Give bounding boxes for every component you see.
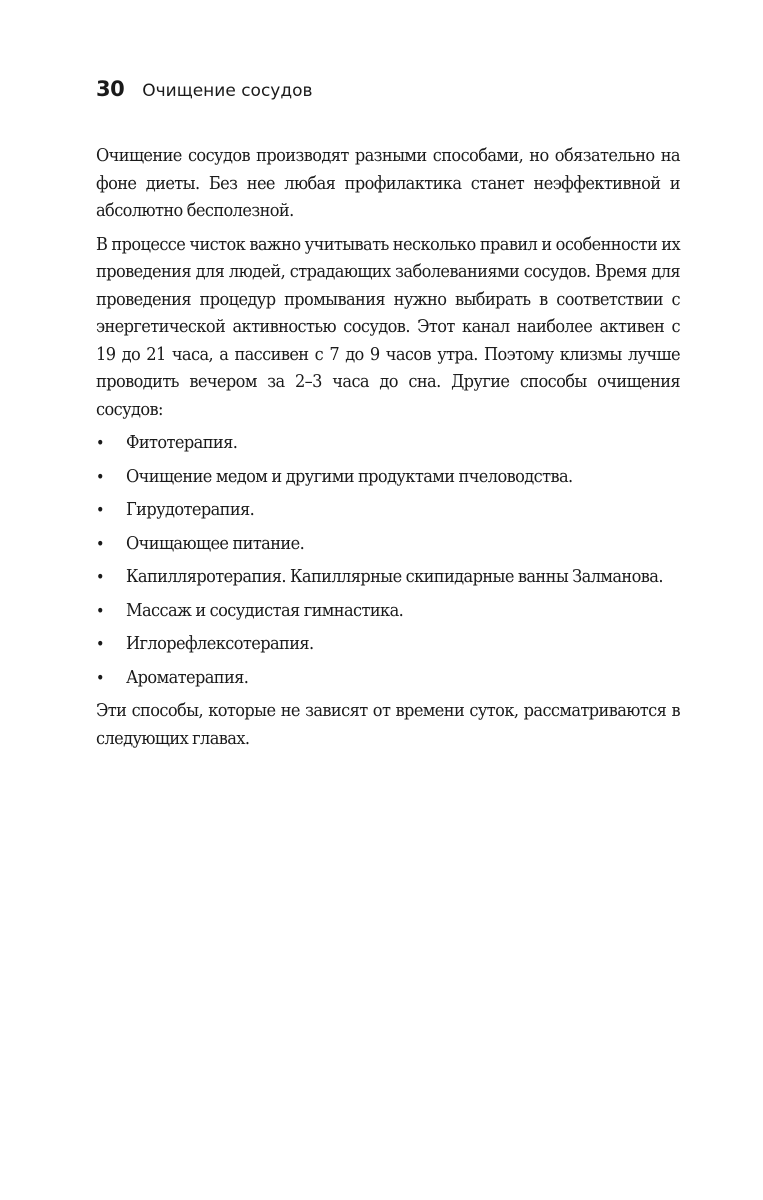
bullet-icon: • (96, 667, 104, 687)
list-item (96, 597, 680, 625)
list-item-text: Капилляротерапия. Капиллярные скипидарные ванны Залманова. (126, 566, 663, 587)
methods-list (96, 429, 680, 691)
list-item (96, 496, 680, 524)
bullet-icon: • (96, 433, 104, 452)
list-item (96, 563, 680, 591)
body-paragraph: В процессе чисток важно учитывать несколько правил и особенности их проведения для людей, страдающих заболеваниями сосудов. Время для проведения процедур промывания нужно выбирать в соответствии с энергетической активностью сосудов. Этот канал наиболее активен с 19 до 21 часа, а пассивен с 7 до 9 часов утра. Поэтому клизмы лучше проводить вечером за 2–3 часа до сна. Другие способы очищения сосудов: (96, 233, 680, 420)
list-item (96, 429, 680, 457)
bullet-icon: • (96, 500, 104, 519)
bullet-icon: • (96, 634, 104, 653)
running-title: Очищение сосудов (142, 81, 313, 101)
bullet-icon: • (96, 600, 104, 620)
list-item (96, 463, 680, 491)
list-item (96, 630, 680, 658)
bullet-icon: • (96, 533, 104, 553)
list-item (96, 664, 680, 692)
list-item-text: Массаж и сосудистая гимнастика. (126, 599, 404, 621)
page-body (96, 142, 680, 758)
body-paragraph: Эти способы, которые не зависят от времени суток, рассматриваются в следующих главах. (96, 700, 680, 749)
list-item-text: Иглорефлексотерапия. (126, 633, 314, 654)
bullet-icon: • (96, 567, 104, 586)
list-item (96, 530, 680, 558)
list-item-text: Гирудотерапия. (126, 499, 255, 520)
page-number: 30 (96, 77, 125, 101)
bullet-icon: • (96, 466, 104, 486)
list-item-text: Очищающее питание. (126, 532, 305, 554)
list-item-text: Очищение медом и другими продуктами пчеловодства. (126, 465, 573, 487)
page-header (96, 77, 680, 105)
list-item-text: Ароматерапия. (126, 666, 249, 688)
body-paragraph: Очищение сосудов производят разными способами, но обязательно на фоне диеты. Без нее любая профилактика станет неэффективной и абсолютно бесполезной. (96, 145, 680, 221)
list-item-text: Фитотерапия. (126, 432, 238, 453)
